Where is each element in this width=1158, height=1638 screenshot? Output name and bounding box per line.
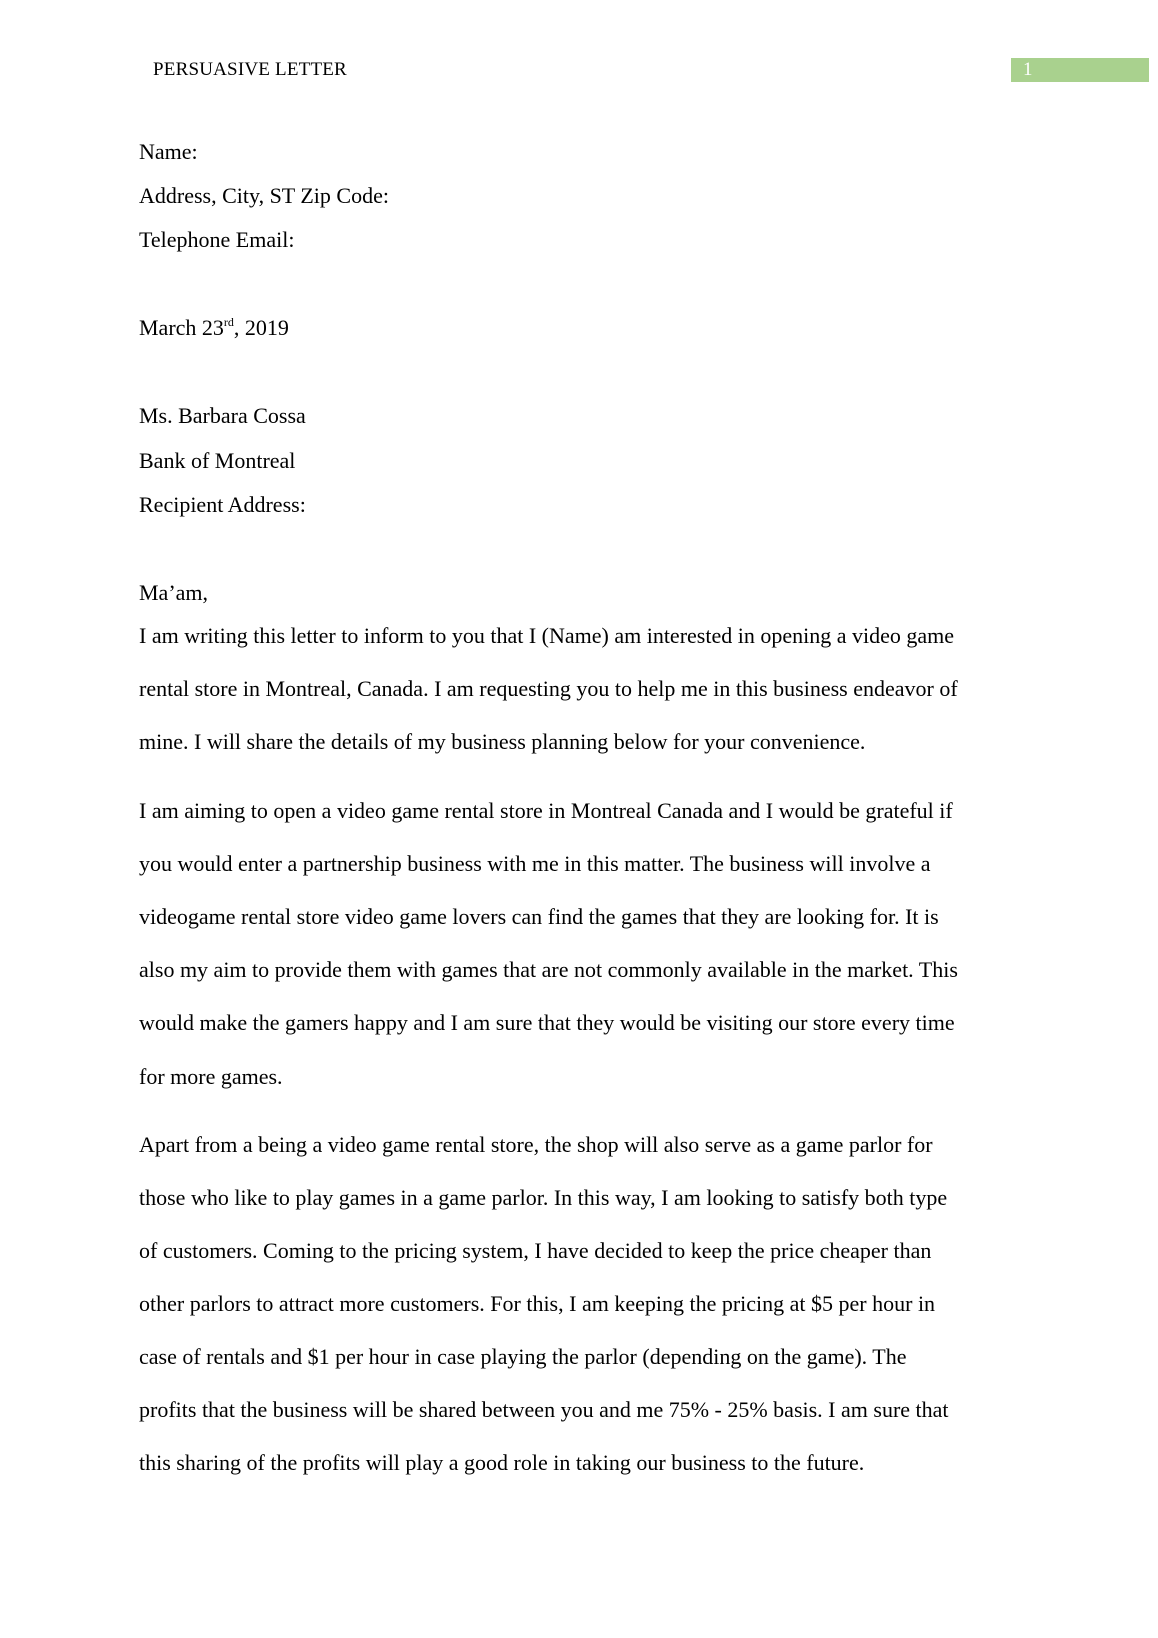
running-head: PERSUASIVE LETTER [153, 59, 347, 80]
date-ordinal-suffix: rd [223, 315, 234, 329]
paragraph-line: other parlors to attract more customers. For this, I am keeping the pricing at $5 per hour in [139, 1291, 936, 1316]
paragraph-line: this sharing of the profits will play a good role in taking our business to the future. [139, 1450, 865, 1475]
paragraph-line: of customers. Coming to the pricing system, I have decided to keep the price cheaper than [139, 1238, 932, 1263]
paragraph-line: I am aiming to open a video game rental store in Montreal Canada and I would be grateful if [139, 798, 953, 823]
paragraph-line: also my aim to provide them with games that are not commonly available in the market. This [139, 957, 958, 982]
recipient-address: Recipient Address: [139, 492, 306, 517]
paragraph-line: rental store in Montreal, Canada. I am requesting you to help me in this business endeavor of [139, 676, 958, 701]
paragraph-line: videogame rental store video game lovers can find the games that they are looking for. It is [139, 904, 939, 929]
page-number: 1 [1023, 59, 1033, 80]
page-number-bar [1011, 58, 1149, 82]
recipient-organization: Bank of Montreal [139, 448, 296, 473]
paragraph-line: profits that the business will be shared between you and me 75% - 25% basis. I am sure that [139, 1397, 949, 1422]
paragraph-line: would make the gamers happy and I am sure that they would be visiting our store every time [139, 1010, 955, 1035]
paragraph-line: case of rentals and $1 per hour in case playing the parlor (depending on the game). The [139, 1344, 907, 1369]
letter-date [139, 314, 289, 342]
paragraph-line: Apart from a being a video game rental store, the shop will also serve as a game parlor for [139, 1132, 933, 1157]
paragraph-line: I am writing this letter to inform to you that I (Name) am interested in opening a video game [139, 623, 954, 648]
sender-name: Name: [139, 139, 198, 164]
date-month-day: March 23 [139, 315, 224, 340]
sender-address: Address, City, ST Zip Code: [139, 183, 389, 208]
paragraph-line: mine. I will share the details of my business planning below for your convenience. [139, 729, 866, 754]
paragraph-line: those who like to play games in a game parlor. In this way, I am looking to satisfy both type [139, 1185, 948, 1210]
recipient-name: Ms. Barbara Cossa [139, 403, 306, 428]
paragraph-line: you would enter a partnership business with me in this matter. The business will involve a [139, 851, 931, 876]
salutation: Ma’am, [139, 580, 209, 605]
sender-contact: Telephone Email: [139, 227, 295, 252]
paragraph-line: for more games. [139, 1064, 283, 1089]
date-year: , 2019 [233, 315, 289, 340]
